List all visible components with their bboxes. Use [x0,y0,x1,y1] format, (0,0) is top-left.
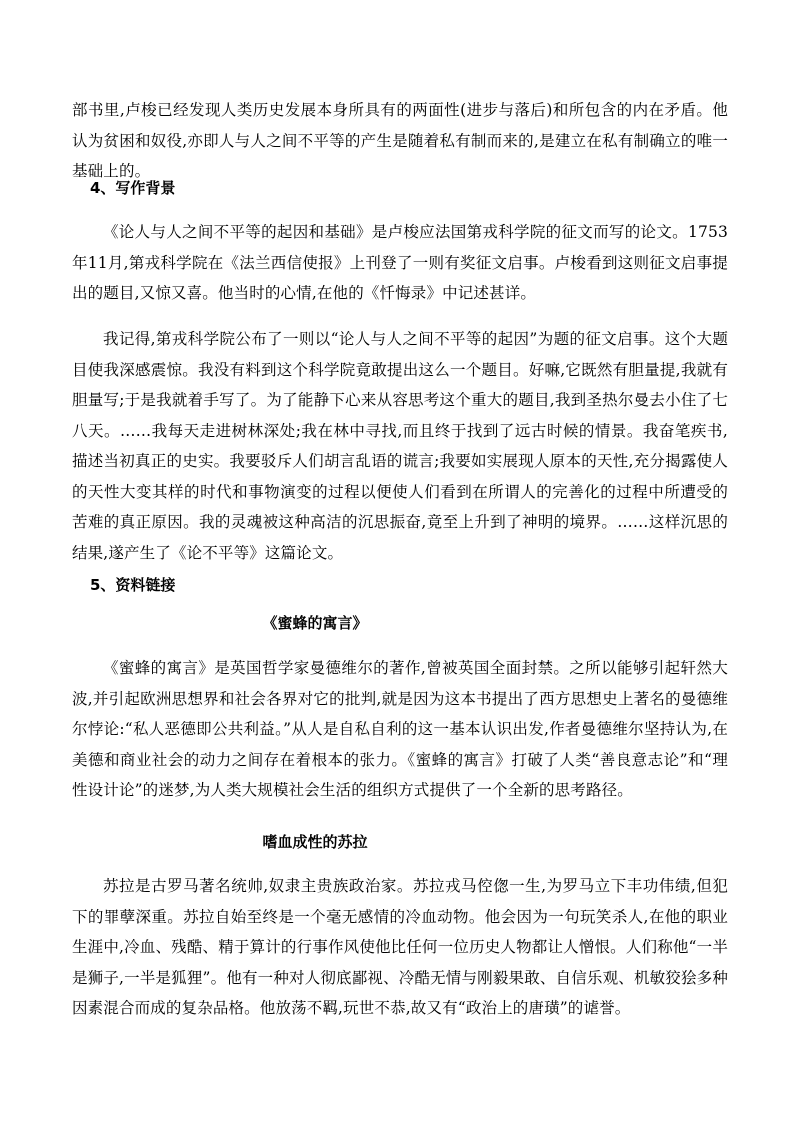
paragraph-essay-origin: 《论人与人之间不平等的起因和基础》是卢梭应法国第戎科学院的征文而写的论文。1753年11月,第戎科学院在《法兰西信使报》上刊登了一则有奖征文启事。卢梭看到这则征文启事提出的题目,又惊又喜。他当时的心情,在他的《忏悔录》中记述甚详。 [72,223,728,302]
paragraph-sulla: 苏拉是古罗马著名统帅,奴隶主贵族政治家。苏拉戎马倥偬一生,为罗马立下丰功伟绩,但犯下的罪孽深重。苏拉自始至终是一个毫无感情的冷血动物。他会因为一句玩笑杀人,在他的职业生涯中,冷血、残酷、精于算计的行事作风使他比任何一位历史人物都让人憎恨。人们称他“一半是狮子,一半是狐狸”。他有一种对人彻底鄙视、冷酷无情与刚毅果敢、自信乐观、机敏狡狯多种因素混合而成的复杂品格。他放荡不羁,玩世不恭,故又有“政治上的唐璜”的谑誉。 [72,877,728,1017]
section-heading-writing-background: 4、写作背景 [90,179,176,197]
section-heading-reference-links: 5、资料链接 [90,576,176,594]
subtitle-fable-of-the-bees: 《蜜蜂的寓言》 [262,614,368,632]
paragraph-fable-of-the-bees: 《蜜蜂的寓言》是英国哲学家曼德维尔的著作,曾被英国全面封禁。之所以能够引起轩然大波,并引起欧洲思想界和社会各界对它的批判,就是因为这本书提出了西方思想史上著名的曼德维尔悖论:“私人恶德即公共利益。”从人是自私自利的这一基本认识出发,作者曼德维尔坚持认为,在美德和商业社会的动力之间存在着根本的张力。《蜜蜂的寓言》打破了人类“善良意志论”和“理性设计论”的迷梦,为人类大规模社会生活的组织方式提供了一个全新的思考路径。 [72,659,728,799]
paragraph-confessions-quote: 我记得,第戎科学院公布了一则以“论人与人之间不平等的起因”为题的征文启事。这个大题目使我深感震惊。我没有料到这个科学院竟敢提出这么一个题目。好嘛,它既然有胆量提,我就有胆量写;于是我就着手写了。为了能静下心来从容思考这个重大的题目,我到圣热尔曼去小住了七八天。……我每天走进树林深处;我在林中寻找,而且终于找到了远古时候的情景。我奋笔疾书,描述当初真正的史实。我要驳斥人们胡言乱语的谎言;我要如实展现人原本的天性,充分揭露使人的天性大变其样的时代和事物演变的过程以便使人们看到在所谓人的完善化的过程中所遭受的苦难的真正原因。我的灵魂被这种高洁的沉思振奋,竟至上升到了神明的境界。……这样沉思的结果,遂产生了《论不平等》这篇论文。 [72,330,728,562]
subtitle-sulla: 嗜血成性的苏拉 [262,833,368,851]
paragraph-rousseau-contradiction: 部书里,卢梭已经发现人类历史发展本身所具有的两面性(进步与落后)和所包含的内在矛盾。他认为贫困和奴役,亦即人与人之间不平等的产生是随着私有制而来的,是建立在私有制确立的唯一基础上的。 [72,101,728,180]
